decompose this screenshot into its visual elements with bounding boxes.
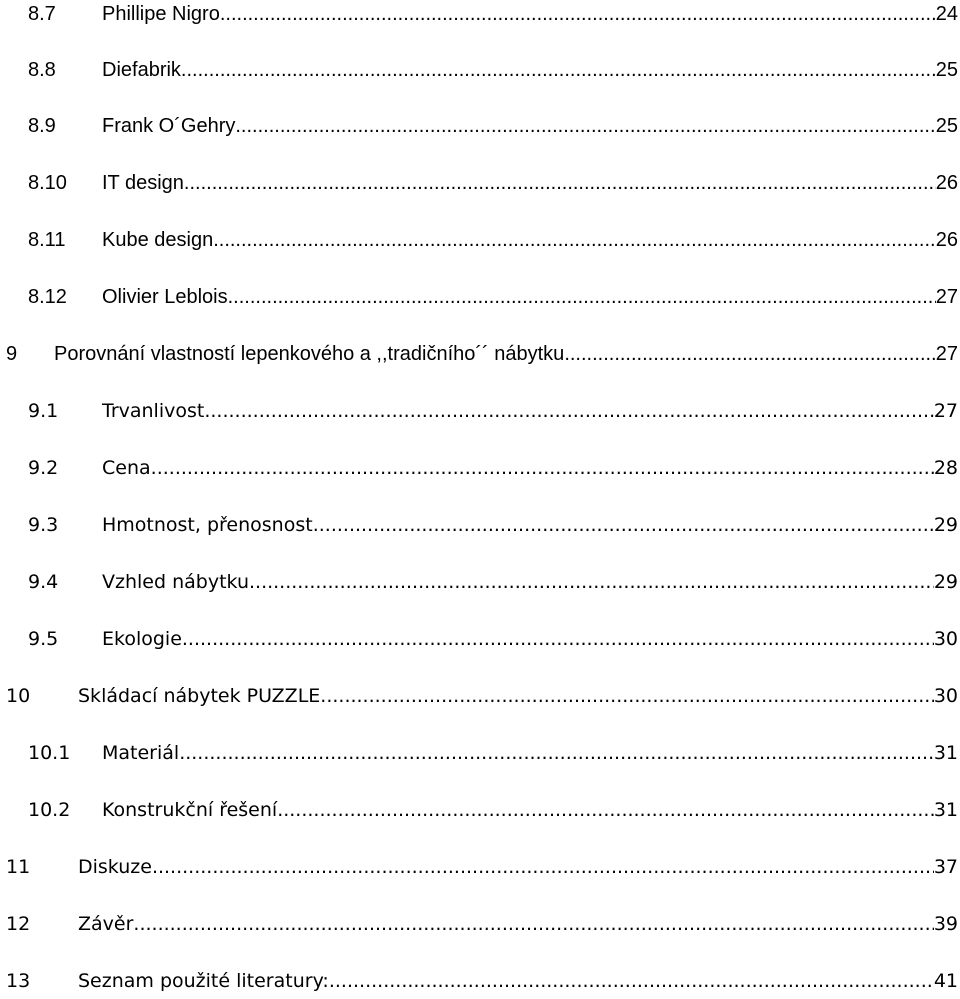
toc-entry[interactable] xyxy=(0,967,960,995)
toc-entry-page: 37 xyxy=(933,856,958,878)
toc-entry-page: 30 xyxy=(933,685,958,707)
toc-entry-title: Materiál xyxy=(102,739,179,767)
toc-entry-number: 10.2 xyxy=(28,799,71,821)
toc-entry[interactable] xyxy=(0,112,960,140)
toc-entry-page: 30 xyxy=(933,628,958,650)
dot-leader xyxy=(277,796,934,824)
toc-entry-page: 26 xyxy=(935,229,958,251)
toc-entry-title: Frank O´Gehry xyxy=(102,112,235,140)
dot-leader xyxy=(152,853,934,881)
toc-entry-number: 10 xyxy=(6,685,31,707)
toc-entry[interactable] xyxy=(0,226,960,254)
dot-leader xyxy=(151,454,934,482)
toc-entry-page: 26 xyxy=(935,172,958,194)
toc-entry[interactable] xyxy=(0,682,960,710)
toc-entry-title: Olivier Leblois xyxy=(102,283,228,311)
toc-entry-page: 27 xyxy=(935,286,958,308)
dot-leader xyxy=(564,340,935,368)
toc-entry-page: 27 xyxy=(933,400,958,422)
toc-entry-number: 11 xyxy=(6,856,31,878)
toc-entry-page: 31 xyxy=(933,799,958,821)
toc-entry-page: 41 xyxy=(933,970,958,992)
dot-leader xyxy=(220,0,936,28)
dot-leader xyxy=(213,226,936,254)
toc-entry-page: 28 xyxy=(933,457,958,479)
toc-entry-page: 25 xyxy=(935,115,958,137)
toc-entry-title: Phillipe Nigro xyxy=(102,0,220,28)
dot-leader xyxy=(204,397,933,425)
toc-entry-title: Seznam použité literatury: xyxy=(78,967,329,995)
toc-entry-number: 9 xyxy=(6,343,18,365)
dot-leader xyxy=(133,910,933,938)
toc-entry-title: Konstrukční řešení xyxy=(102,796,277,824)
dot-leader xyxy=(235,112,935,140)
dot-leader xyxy=(320,682,934,710)
toc-entry[interactable] xyxy=(0,796,960,824)
toc-entry[interactable] xyxy=(0,454,960,482)
toc-entry[interactable] xyxy=(0,739,960,767)
toc-entry-page: 25 xyxy=(935,59,958,81)
toc-entry-page: 24 xyxy=(935,3,958,25)
toc-entry-title: IT design xyxy=(102,169,184,197)
toc-entry-title: Ekologie xyxy=(102,625,182,653)
toc-entry-number: 8.11 xyxy=(28,229,66,251)
toc-entry-number: 10.1 xyxy=(28,742,71,764)
toc-entry[interactable] xyxy=(0,568,960,596)
toc-entry-title: Vzhled nábytku xyxy=(102,568,249,596)
toc-entry[interactable] xyxy=(0,853,960,881)
toc-entry-title: Cena xyxy=(102,454,151,482)
toc-entry-page: 39 xyxy=(933,913,958,935)
dot-leader xyxy=(313,511,934,539)
toc-entry-number: 9.1 xyxy=(28,400,59,422)
toc-entry-title: Porovnání vlastností lepenkového a ,,tradičního´´ nábytku xyxy=(54,340,564,368)
toc-entry-number: 8.7 xyxy=(28,3,56,25)
dot-leader xyxy=(249,568,934,596)
dot-leader xyxy=(179,739,934,767)
toc-entry[interactable] xyxy=(0,340,960,368)
toc-entry-number: 8.10 xyxy=(28,172,67,194)
toc-entry[interactable] xyxy=(0,397,960,425)
toc-entry-number: 12 xyxy=(6,913,31,935)
toc-entry[interactable] xyxy=(0,283,960,311)
toc-entry-number: 9.3 xyxy=(28,514,59,536)
dot-leader xyxy=(228,283,936,311)
dot-leader xyxy=(329,967,934,995)
toc-entry[interactable] xyxy=(0,511,960,539)
toc-entry[interactable] xyxy=(0,625,960,653)
dot-leader xyxy=(184,169,936,197)
toc-entry-page: 31 xyxy=(933,742,958,764)
toc-entry-number: 9.4 xyxy=(28,571,59,593)
toc-entry[interactable] xyxy=(0,169,960,197)
toc-entry-number: 13 xyxy=(6,970,31,992)
toc-entry[interactable] xyxy=(0,910,960,938)
toc-entry-number: 9.2 xyxy=(28,457,59,479)
toc-entry[interactable] xyxy=(0,56,960,84)
toc-entry-title: Závěr xyxy=(78,910,133,938)
toc-entry-title: Diefabrik xyxy=(102,56,181,84)
toc-entry-number: 8.8 xyxy=(28,59,56,81)
toc-entry-number: 9.5 xyxy=(28,628,59,650)
toc-entry-title: Kube design xyxy=(102,226,213,254)
toc-entry-number: 8.12 xyxy=(28,286,67,308)
toc-entry[interactable] xyxy=(0,0,960,28)
toc-entry-title: Trvanlivost xyxy=(102,397,204,425)
toc-entry-page: 27 xyxy=(935,343,958,365)
toc-entry-title: Diskuze xyxy=(78,853,152,881)
toc-entry-page: 29 xyxy=(933,571,958,593)
toc-entry-title: Skládací nábytek PUZZLE xyxy=(78,682,320,710)
dot-leader xyxy=(181,56,936,84)
toc-entry-title: Hmotnost, přenosnost xyxy=(102,511,313,539)
dot-leader xyxy=(182,625,934,653)
toc-entry-number: 8.9 xyxy=(28,115,56,137)
toc-entry-page: 29 xyxy=(933,514,958,536)
